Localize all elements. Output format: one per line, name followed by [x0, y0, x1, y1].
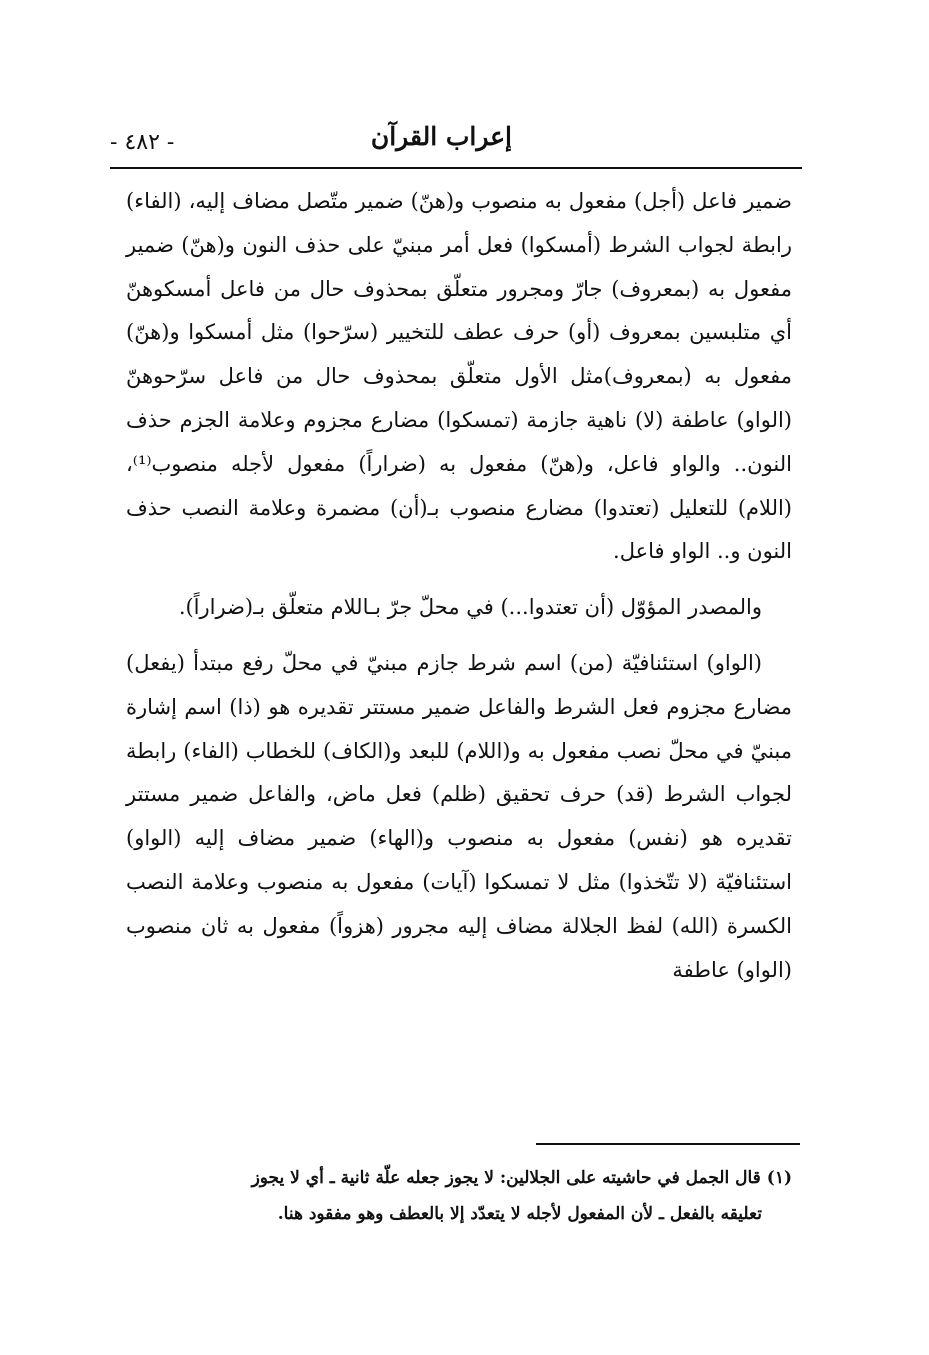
page-number: - ٤٨٢ - [110, 130, 175, 155]
running-title: إعراب القرآن [370, 122, 512, 151]
footnote [126, 1160, 792, 1232]
footnote-line [126, 1160, 792, 1196]
main-text [126, 180, 792, 1004]
footnote-line: تعليقه بالفعل ـ لأن المفعول لأجله لا يتعدّد إلا بالعطف وهو مفقود هنا. [277, 1204, 762, 1224]
paragraph: والمصدر المؤوّل (أن تعتدوا...) في محلّ جرّ بـاللام متعلّق بـ(ضراراً). [178, 595, 762, 620]
footnote-rule [536, 1143, 800, 1145]
header-rule [110, 167, 802, 169]
footnote-text: قال الجمل في حاشيته على الجلالين: لا يجوز جعله علّة ثانية ـ أي لا يجوز [251, 1168, 761, 1188]
paragraph: ضمير فاعل (أجل) مفعول به منصوب و(هنّ) ضمير متّصل مضاف إليه، (الفاء) رابطة لجواب الشرط (أمسكوا) فعل أمر مبنيّ على حذف النون و(هنّ) ضمير مفعول به (بمعروف) جارّ ومجرور متعلّق بمحذوف حال من فاعل أمسكوهنّ أي متلبسين بمعروف (أو) حرف عطف للتخيير (سرّحوا) مثل أمسكوا و(هنّ) مفعول به (بمعروف)مثل الأول متعلّق بمحذوف حال من فاعل سرّحوهنّ (الواو) عاطفة (لا) ناهية جازمة (تمسكوا) مضارع مجزوم وعلامة الجزم حذف النون.. والواو فاعل، و(هنّ) مفعول به (ضراراً) مفعول لأجله منصوب⁽¹⁾، (اللام) للتعليل (تعتدوا) مضارع منصوب بـ(أن) مضمرة وعلامة النصب حذف النون و.. الواو فاعل. [126, 189, 792, 564]
paragraph: (الواو) استئنافيّة (من) اسم شرط جازم مبنيّ في محلّ رفع مبتدأ (يفعل) مضارع مجزوم فعل الشرط والفاعل ضمير مستتر تقديره هو (ذا) اسم إشارة مبنيّ في محلّ نصب مفعول به و(اللام) للبعد و(الكاف) للخطاب (الفاء) رابطة لجواب الشرط (قد) حرف تحقيق (ظلم) فعل ماض، والفاعل ضمير مستتر تقديره هو (نفس) مفعول به منصوب و(الهاء) ضمير مضاف إليه (الواو) استئنافيّة (لا تتّخذوا) مثل لا تمسكوا (آيات) مفعول به منصوب وعلامة النصب الكسرة (الله) لفظ الجلالة مضاف إليه مجرور (هزواً) مفعول به ثان منصوب (الواو) عاطفة [126, 650, 792, 982]
footnote-marker: (١) [766, 1168, 792, 1188]
page-header [110, 118, 802, 168]
